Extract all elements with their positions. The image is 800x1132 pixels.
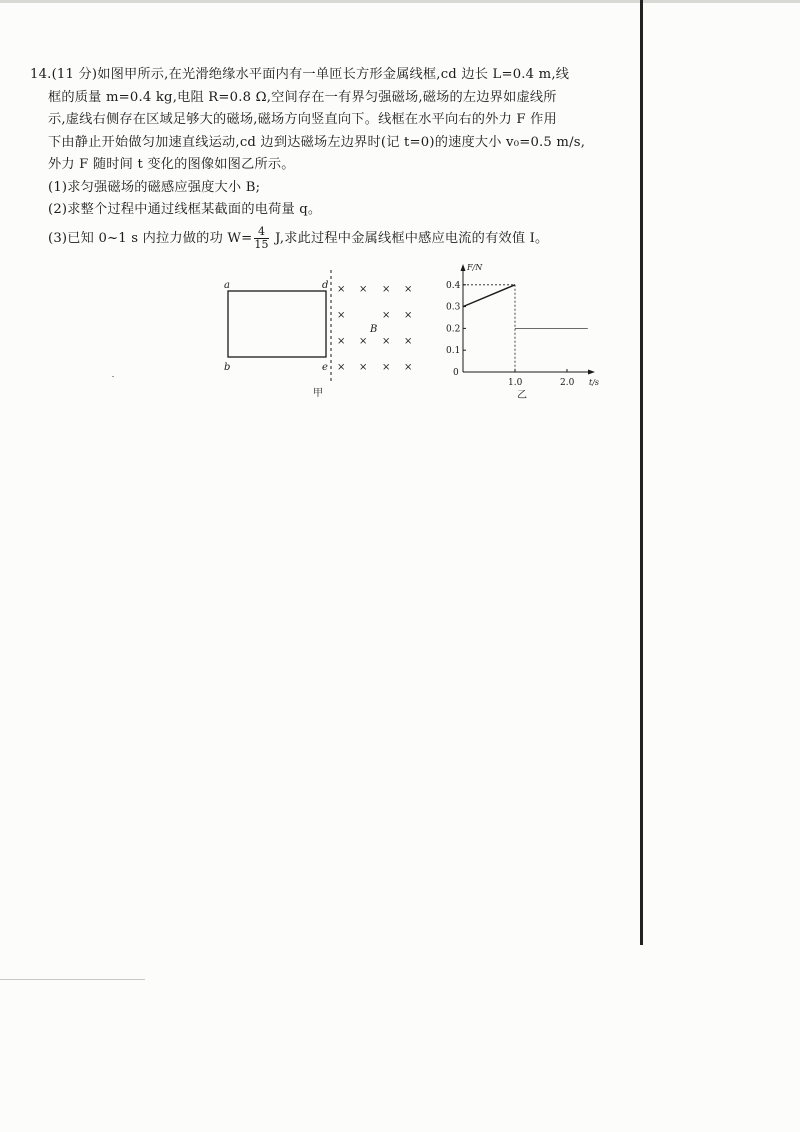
- field-cross-mark: ×: [337, 336, 346, 347]
- field-cross-mark: ×: [382, 336, 391, 347]
- corner-b-label: b: [224, 362, 231, 373]
- field-cross-mark: ×: [337, 362, 346, 373]
- field-cross-mark: ×: [404, 362, 413, 373]
- figure-yi-caption: 乙: [517, 390, 527, 401]
- question-stem-line-4: 下由静止开始做匀加速直线运动,cd 边到达磁场左边界时(记 t=0)的速度大小 v₀=0.5 m/s,: [48, 134, 586, 150]
- field-cross-mark: ×: [337, 284, 346, 295]
- stem-text-1: 如图甲所示,在光滑绝缘水平面内有一单匝长方形金属线框,cd 边长 L=0.4 m,线: [97, 67, 570, 82]
- origin-label: 0: [453, 368, 459, 378]
- field-b-label: B: [370, 324, 378, 335]
- y-tick-label: 0.2: [446, 324, 461, 335]
- field-cross-mark: ×: [382, 362, 391, 373]
- x-tick-label: 2.0: [560, 378, 575, 388]
- fraction-denominator: 15: [254, 237, 269, 251]
- field-cross-mark: ×: [404, 284, 413, 295]
- x-tick-label: 1.0: [508, 378, 523, 388]
- series-line-1: [463, 285, 515, 307]
- fraction-numerator: 4: [254, 226, 268, 239]
- field-cross-mark: ×: [404, 310, 413, 321]
- field-cross-mark: ×: [382, 310, 391, 321]
- question-points: (11 分): [51, 67, 98, 82]
- field-cross-mark: ×: [337, 310, 346, 321]
- field-cross-mark: ×: [359, 336, 368, 347]
- corner-d-label: d: [322, 280, 329, 291]
- question-stem-line-5: 外力 F 随时间 t 变化的图像如图乙所示。: [48, 157, 295, 172]
- sub-question-2: (2)求整个过程中通过线框某截面的电荷量 q。: [48, 202, 322, 217]
- sub3-text-after: J,求此过程中金属线框中感应电流的有效值 I。: [270, 230, 549, 246]
- field-cross-mark: ×: [382, 284, 391, 295]
- field-cross-mark: ×: [404, 336, 413, 347]
- question-number: 14.: [30, 67, 52, 82]
- sub3-text-before: (3)已知 0~1 s 内拉力做的功 W=: [48, 230, 253, 246]
- y-axis-label: F/N: [467, 263, 483, 272]
- corner-e-label: e: [322, 362, 328, 373]
- field-cross-mark: ×: [359, 284, 368, 295]
- y-tick-label: 0.1: [446, 346, 461, 357]
- sub-question-1: (1)求匀强磁场的磁感应强度大小 B;: [48, 179, 261, 195]
- series-group: [463, 285, 588, 329]
- x-axis-label: t/s: [589, 378, 600, 387]
- y-axis-arrow-icon: [461, 264, 466, 271]
- x-axis-arrow-icon: [588, 370, 595, 375]
- y-tick-label: 0.3: [446, 302, 461, 313]
- question-stem-line-2: 框的质量 m=0.4 kg,电阻 R=0.8 Ω,空间存在一有界匀强磁场,磁场的左边界如虚线所: [48, 89, 557, 105]
- y-tick-label: 0.4: [446, 280, 461, 291]
- corner-a-label: a: [224, 280, 230, 291]
- field-cross-mark: ×: [359, 362, 368, 373]
- figure-jia-caption: 甲: [313, 388, 323, 399]
- question-stem-line-3: 示,虚线右侧存在区域足够大的磁场,磁场方向竖直向下。线框在水平向右的外力 F 作用: [48, 112, 557, 127]
